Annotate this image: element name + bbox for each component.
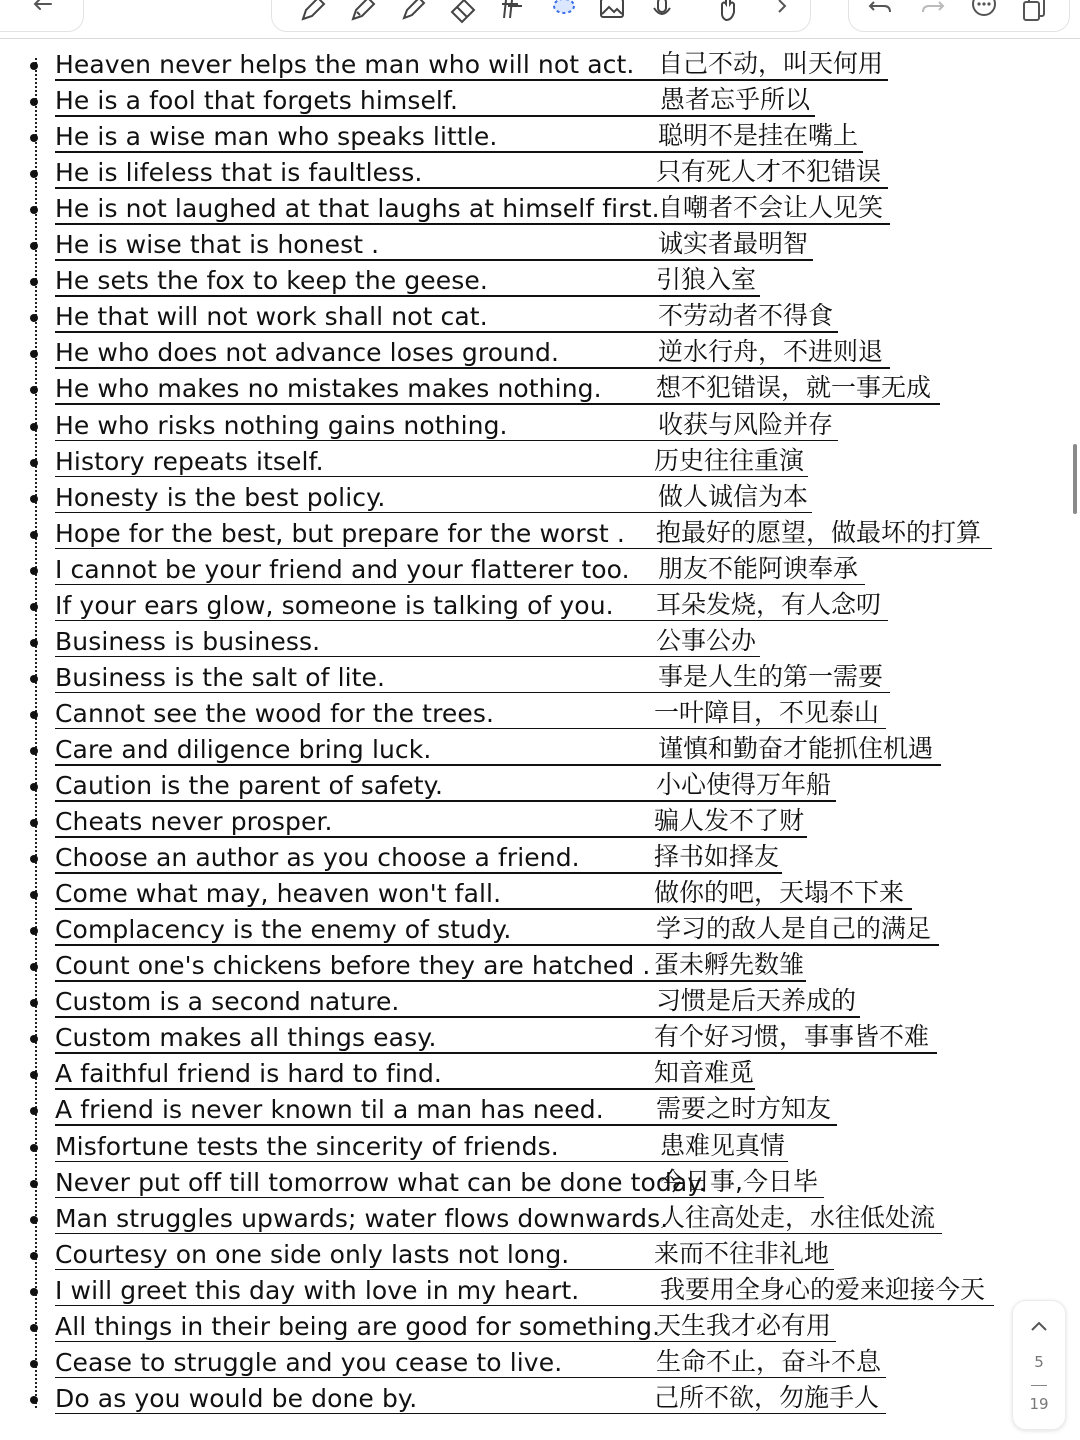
chinese-translation: 只有死人才不犯错误 bbox=[656, 157, 882, 187]
underline bbox=[55, 1197, 824, 1199]
chevron-right-icon[interactable] bbox=[765, 0, 801, 28]
bullet-icon bbox=[30, 459, 38, 467]
english-proverb: Business is business. bbox=[55, 626, 321, 656]
bullet-icon bbox=[30, 1035, 38, 1043]
chinese-translation: 谨慎和勤奋才能抓住机遇 bbox=[658, 733, 934, 763]
bullet-icon bbox=[30, 891, 38, 899]
underline bbox=[55, 1413, 886, 1415]
list-item[interactable] bbox=[0, 156, 1000, 192]
bullet-icon bbox=[30, 819, 38, 827]
underline bbox=[55, 1052, 937, 1054]
chinese-translation: 小心使得万年船 bbox=[656, 770, 832, 799]
bullet-icon bbox=[30, 170, 38, 178]
list-item[interactable] bbox=[0, 1346, 1000, 1382]
chinese-translation: 事是人生的第一需要 bbox=[658, 661, 884, 691]
list-item[interactable] bbox=[0, 445, 1000, 481]
chinese-translation: 引狼入室 bbox=[656, 265, 757, 295]
chinese-translation: 天生我才必有用 bbox=[656, 1310, 832, 1340]
english-proverb: A friend is never known til a man has need. bbox=[55, 1095, 604, 1125]
chinese-translation: 学习的敌人是自己的满足 bbox=[656, 914, 932, 944]
english-proverb: Count one's chickens before they are hatched . bbox=[55, 951, 651, 981]
bullet-icon bbox=[30, 999, 38, 1007]
english-proverb: He who does not advance loses ground. bbox=[55, 338, 560, 368]
english-proverb: He who risks nothing gains nothing. bbox=[55, 410, 508, 440]
bullet-icon bbox=[30, 1216, 38, 1224]
chinese-translation: 生命不止，奋斗不息 bbox=[656, 1346, 882, 1376]
list-item[interactable] bbox=[0, 697, 1000, 733]
list-item[interactable] bbox=[0, 228, 1000, 264]
bullet-icon bbox=[30, 350, 38, 358]
english-proverb: Choose an author as you choose a friend. bbox=[55, 843, 580, 873]
english-proverb: If your ears glow, someone is talking of you. bbox=[55, 590, 614, 620]
english-proverb: All things in their being are good for something. bbox=[55, 1311, 661, 1341]
underline bbox=[55, 295, 760, 297]
bullet-icon bbox=[30, 567, 38, 575]
microphone-icon[interactable] bbox=[644, 0, 680, 28]
back-arrow-icon[interactable] bbox=[25, 0, 61, 28]
list-item[interactable] bbox=[0, 120, 1000, 156]
highlighter-icon[interactable] bbox=[394, 0, 430, 28]
english-proverb: Custom is a second nature. bbox=[55, 987, 400, 1017]
english-proverb: Hope for the best, but prepare for the worst . bbox=[55, 518, 625, 548]
english-proverb: Come what may, heaven won't fall. bbox=[55, 879, 502, 909]
underline bbox=[55, 980, 806, 982]
chinese-translation: 有个好习惯，事事皆不难 bbox=[654, 1022, 930, 1052]
list-item[interactable] bbox=[0, 372, 1000, 408]
underline bbox=[55, 79, 888, 81]
underline bbox=[55, 1161, 788, 1163]
list-item[interactable] bbox=[0, 1093, 1000, 1129]
english-proverb: Caution is the parent of safety. bbox=[55, 771, 443, 800]
total-pages: 19 bbox=[1029, 1395, 1049, 1413]
chinese-translation: 骗人发不了财 bbox=[654, 806, 805, 836]
english-proverb: Cheats never prosper. bbox=[55, 807, 333, 837]
bullet-icon bbox=[30, 531, 38, 539]
list-item[interactable] bbox=[0, 1130, 1000, 1166]
pen-icon[interactable] bbox=[294, 0, 330, 28]
english-proverb: Custom makes all things easy. bbox=[55, 1023, 437, 1053]
current-page: 5 bbox=[1034, 1353, 1044, 1371]
underline bbox=[55, 800, 836, 802]
english-proverb: Misfortune tests the sincerity of friends. bbox=[55, 1131, 559, 1161]
underline bbox=[55, 1377, 886, 1379]
chinese-translation: 我要用全身心的爱来迎接今天 bbox=[660, 1274, 986, 1304]
bullet-icon bbox=[30, 1324, 38, 1332]
chinese-translation: 逆水行舟，不进则退 bbox=[658, 337, 884, 367]
list-item[interactable] bbox=[0, 84, 1000, 120]
english-proverb: Business is the salt of lite. bbox=[55, 662, 386, 692]
underline bbox=[55, 440, 838, 442]
english-proverb: Cannot see the wood for the trees. bbox=[55, 698, 495, 728]
chinese-translation: 想不犯错误，就一事无成 bbox=[656, 373, 932, 403]
bullet-icon bbox=[30, 423, 38, 431]
chinese-translation: 诚实者最明智 bbox=[658, 229, 809, 259]
bullet-icon bbox=[30, 1144, 38, 1152]
bullet-icon bbox=[30, 1180, 38, 1188]
underline bbox=[55, 872, 782, 874]
english-proverb: Man struggles upwards; water flows downwards. bbox=[55, 1203, 669, 1233]
list-item[interactable] bbox=[0, 1238, 1000, 1274]
underline bbox=[55, 1124, 837, 1126]
bullet-icon bbox=[30, 963, 38, 971]
bullet-icon bbox=[30, 927, 38, 935]
bullet-icon bbox=[30, 1396, 38, 1404]
list-item[interactable] bbox=[0, 589, 1000, 625]
english-proverb: He is not laughed at that laughs at himself first. bbox=[55, 194, 660, 224]
underline bbox=[55, 476, 808, 478]
chinese-translation: 蛋未孵先数雏 bbox=[654, 950, 805, 980]
english-proverb: Care and diligence bring luck. bbox=[55, 734, 432, 764]
underline bbox=[55, 151, 863, 153]
chinese-translation: 患难见真情 bbox=[660, 1130, 786, 1160]
underline bbox=[55, 944, 939, 946]
underline bbox=[55, 1016, 860, 1018]
chinese-translation: 择书如择友 bbox=[654, 842, 780, 872]
top-toolbar bbox=[0, 0, 1080, 39]
hand-icon[interactable] bbox=[710, 0, 746, 28]
list-item[interactable] bbox=[0, 661, 1000, 697]
list-item[interactable] bbox=[0, 192, 1000, 228]
bullet-icon bbox=[30, 98, 38, 106]
list-item[interactable] bbox=[0, 517, 1000, 553]
chinese-translation: 公事公办 bbox=[656, 625, 757, 655]
list-item[interactable] bbox=[0, 1310, 1000, 1346]
english-proverb: He sets the fox to keep the geese. bbox=[55, 266, 488, 296]
list-item[interactable] bbox=[0, 1382, 1000, 1418]
chinese-translation: 知音难觅 bbox=[654, 1058, 755, 1088]
list-item[interactable] bbox=[0, 1021, 1000, 1057]
english-proverb: He is a fool that forgets himself. bbox=[55, 86, 459, 116]
bullet-icon bbox=[30, 1288, 38, 1296]
underline bbox=[55, 836, 807, 838]
english-proverb: Honesty is the best policy. bbox=[55, 482, 386, 512]
bullet-icon bbox=[30, 783, 38, 791]
english-proverb: He that will not work shall not cat. bbox=[55, 302, 488, 332]
underline bbox=[55, 728, 886, 730]
chinese-translation: 抱最好的愿望，做最坏的打算 bbox=[656, 517, 982, 547]
marker-icon[interactable] bbox=[344, 0, 380, 28]
english-proverb: History repeats itself. bbox=[55, 446, 324, 476]
english-proverb: Courtesy on one side only lasts not long. bbox=[55, 1239, 570, 1269]
underline bbox=[55, 331, 838, 333]
english-proverb: A faithful friend is hard to find. bbox=[55, 1059, 442, 1089]
bullet-icon bbox=[30, 278, 38, 286]
underline bbox=[55, 764, 941, 766]
redo-icon[interactable] bbox=[915, 0, 951, 28]
list-item[interactable] bbox=[0, 1057, 1000, 1093]
underline bbox=[55, 367, 890, 369]
list-item[interactable] bbox=[0, 48, 1000, 84]
undo-icon[interactable] bbox=[862, 0, 898, 28]
bullet-icon bbox=[30, 1071, 38, 1079]
pages-icon[interactable] bbox=[1016, 0, 1052, 28]
list-item[interactable] bbox=[0, 264, 1000, 300]
list-item[interactable] bbox=[0, 336, 1000, 372]
underline bbox=[55, 1088, 755, 1090]
bullet-icon bbox=[30, 711, 38, 719]
list-item[interactable] bbox=[0, 300, 1000, 336]
text-icon[interactable] bbox=[494, 0, 530, 28]
bullet-icon bbox=[30, 1252, 38, 1260]
chinese-translation: 今日事,今日毕 bbox=[660, 1166, 818, 1196]
english-proverb: Never put off till tomorrow what can be done today. bbox=[55, 1167, 707, 1197]
underline bbox=[55, 1233, 942, 1235]
chinese-translation: 不劳动者不得食 bbox=[658, 301, 834, 331]
page-indicator[interactable] bbox=[1012, 1300, 1066, 1430]
english-proverb: I will greet this day with love in my heart. bbox=[55, 1275, 580, 1305]
chinese-translation: 做你的吧，天塌不下来 bbox=[654, 878, 905, 908]
list-item[interactable] bbox=[0, 409, 1000, 445]
chinese-translation: 需要之时方知友 bbox=[656, 1094, 832, 1124]
chinese-translation: 耳朵发烧，有人念叨 bbox=[656, 589, 882, 619]
chinese-translation: 做人诚信为本 bbox=[658, 481, 809, 511]
english-proverb: He who makes no mistakes makes nothing. bbox=[55, 374, 602, 404]
list-item[interactable] bbox=[0, 949, 1000, 985]
page-divider bbox=[1031, 1385, 1047, 1386]
underline bbox=[55, 548, 992, 550]
underline bbox=[55, 403, 940, 405]
chinese-translation: 己所不欲，勿施手人 bbox=[654, 1382, 880, 1412]
bullet-icon bbox=[30, 639, 38, 647]
list-item[interactable] bbox=[0, 1274, 1000, 1310]
list-item[interactable] bbox=[0, 805, 1000, 841]
underline bbox=[55, 656, 760, 658]
chinese-translation: 愚者忘乎所以 bbox=[660, 85, 811, 115]
list-item[interactable] bbox=[0, 481, 1000, 517]
list-item[interactable] bbox=[0, 913, 1000, 949]
lasso-icon[interactable] bbox=[544, 0, 580, 28]
english-proverb: He is a wise man who speaks little. bbox=[55, 122, 498, 152]
underline bbox=[55, 115, 815, 117]
chevron-up-icon[interactable] bbox=[1027, 1315, 1051, 1339]
underline bbox=[55, 1341, 836, 1343]
bullet-icon bbox=[30, 1107, 38, 1115]
english-proverb: He is wise that is honest . bbox=[55, 230, 380, 260]
bullet-icon bbox=[30, 62, 38, 70]
bullet-icon bbox=[30, 855, 38, 863]
chinese-translation: 自己不动，叫天何用 bbox=[658, 49, 884, 78]
english-proverb: He is lifeless that is faultless. bbox=[55, 158, 423, 188]
chinese-translation: 一叶障目，不见泰山 bbox=[654, 697, 880, 727]
underline bbox=[55, 259, 813, 261]
chinese-translation: 自嘲者不会让人见笑 bbox=[658, 193, 884, 223]
scrollbar[interactable] bbox=[1073, 444, 1077, 514]
image-icon[interactable] bbox=[594, 0, 630, 28]
bullet-icon bbox=[30, 386, 38, 394]
bullet-icon bbox=[30, 675, 38, 683]
bullet-icon bbox=[30, 206, 38, 214]
chinese-translation: 历史往往重演 bbox=[654, 445, 805, 475]
underline bbox=[55, 620, 888, 622]
bullet-icon bbox=[30, 1360, 38, 1368]
list-item[interactable] bbox=[0, 841, 1000, 877]
list-item[interactable] bbox=[0, 733, 1000, 769]
chinese-translation: 习惯是后天养成的 bbox=[656, 986, 857, 1016]
list-item[interactable] bbox=[0, 985, 1000, 1021]
list-item[interactable] bbox=[0, 553, 1000, 589]
chinese-translation: 聪明不是挂在嘴上 bbox=[658, 121, 859, 151]
list-item[interactable] bbox=[0, 877, 1000, 913]
list-item[interactable] bbox=[0, 1202, 1000, 1238]
list-item[interactable] bbox=[0, 769, 1000, 805]
english-proverb: Cease to struggle and you cease to live. bbox=[55, 1347, 563, 1377]
underline bbox=[55, 908, 912, 910]
chinese-translation: 朋友不能阿谀奉承 bbox=[658, 553, 859, 583]
english-proverb: I cannot be your friend and your flatterer too. bbox=[55, 554, 630, 584]
bullet-icon bbox=[30, 495, 38, 503]
chinese-translation: 收获与风险并存 bbox=[658, 409, 834, 439]
bullet-icon bbox=[30, 747, 38, 755]
more-icon[interactable] bbox=[966, 0, 1002, 28]
bullet-icon bbox=[30, 134, 38, 142]
english-proverb: Complacency is the enemy of study. bbox=[55, 915, 512, 945]
bullet-icon bbox=[30, 603, 38, 611]
underline bbox=[55, 584, 865, 586]
underline bbox=[55, 692, 890, 694]
underline bbox=[55, 1269, 834, 1271]
underline bbox=[55, 1305, 994, 1307]
eraser-icon[interactable] bbox=[444, 0, 480, 28]
bullet-icon bbox=[30, 314, 38, 322]
list-item[interactable] bbox=[0, 625, 1000, 661]
underline bbox=[55, 223, 890, 225]
english-proverb: Heaven never helps the man who will not act. bbox=[55, 50, 635, 79]
underline bbox=[55, 187, 888, 189]
chinese-translation: 来而不往非礼地 bbox=[654, 1238, 830, 1268]
underline bbox=[55, 512, 812, 514]
list-item[interactable] bbox=[0, 1166, 1000, 1202]
english-proverb: Do as you would be done by. bbox=[55, 1383, 418, 1413]
chinese-translation: 人往高处走，水往低处流 bbox=[660, 1202, 936, 1232]
bullet-icon bbox=[30, 242, 38, 250]
